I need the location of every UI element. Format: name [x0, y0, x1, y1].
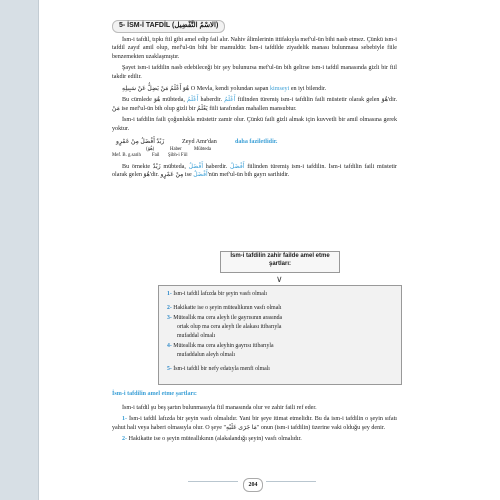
condition-item: mufaddalun aleyh olmalı [177, 352, 235, 358]
paragraph-4: Bu cümlede هُوَ mübteda, أَعْلَمُ haberdir. أَعْلَمُ fiilinden türemiş ism-i tafdilin faili müstetir olarak gelen هُوَ'dir. مَنْ ise mef'ul-ün bih olup gizli bir يَعْلَمُ fiili tarafından mahallen mansubtur. [112, 97, 397, 112]
condition-item: 3- Müteallık ma cera aleyh ile gayrısının arasında [167, 315, 283, 321]
page-edge [0, 0, 39, 500]
sub-heading: İsm-i tafdilin amel etme şartları: [112, 391, 197, 397]
chevron-down-icon: ∨ [276, 274, 283, 284]
paragraph-6: Bu örnekte زَيْدٌ mübteda, أَفْضَلُ haberdir. أَفْضَلُ fiilinden türemiş ism-i tafdilin. İsm-i tafdilin faili müstetir olarak gelen هُوَ'dir. مِنْ عَمْرٍو ise أَفْضَلُ'nün mef'ul-ün bih gayrı sarihidir. [112, 163, 397, 179]
condition-item: 4- Müteallık ma cera aleyhin gayrısı itibarıyla [167, 343, 274, 349]
example-labels-1: Haber Mübteda (هُوَ) [146, 146, 212, 152]
paragraph-5: İsm-i tafdilin faili çoğunlukla müstetir zamir olur. Çünkü faili gizli almak için kuvvetli bir amil olmasına gerek yoktur. [112, 117, 397, 132]
paragraph-8: 1- İsm-i tafdil lafızda bir şeyin vasfı olmalıdır. Yani bir şeye itimat etmelidir. Bu da ism-i tafdilin o şeyin sıfatı yahut hali veya haberi olmasıyla olur. O şeye "مَا جَرَى عَلَيْهِ" onun (ism-i tafdilin) üzerine vaki olduğu şey denir. [112, 416, 397, 431]
paragraph-3: هُوَ أَعْلَمُ مَنْ يَضِلُّ عَنْ سَبِيلِهِ O Mevla, kendi yolundan sapan kimseyi en iyi bilendir. [122, 85, 327, 92]
conditions-header-box: İsm-i tafdilin zahir failde amel etme şartları: [220, 251, 340, 273]
condition-item: 5- İsm-i tafdil bir nefy edatıyla menfi olmalı [167, 366, 270, 372]
example-labels-2: Mef. B. g.sarih Fail Şibh-i Fiil [112, 152, 188, 158]
condition-item: ortak olup ma cera aleyh ile alakası itibarıyla [177, 324, 282, 330]
condition-item: 2- Hakikatte ise o şeyin mütealikının vasfı olmalı [167, 305, 282, 311]
condition-item: 1- İsm-i tafdil lafızda bir şeyin vasfı olmalı [167, 291, 267, 297]
example-line: زَيْدٌ أَفْضَلُ مِنْ عَمْرٍو Zeyd Amr'dan daha faziletlidir. [116, 138, 278, 145]
paragraph-7: İsm-i tafdil şu beş şartın bulunmasıyla fiil manasında olur ve zahir faili ref eder. [122, 404, 317, 411]
paragraph-1: İsm-i tafdil, tıpkı fiil gibi amel edip fail alır. Nahiv âlimlerinin ittifakıyla mef'ul-ün bihi nasb etmez. Çünkü ism-i tafdil zayıf amil olup, mef'ul-ün bihi bir mamuldür. İsm-i tafdilde ziyadelik manası bulunmasa sebebiyle fiile benzemekten uzaklaşmıştır. [112, 36, 397, 60]
footer-ornament-right [266, 481, 316, 482]
page-number: 204 [243, 478, 263, 492]
page-content [112, 20, 397, 180]
conditions-box [158, 285, 402, 385]
lower-content [112, 390, 397, 444]
section-title: 5- İSM-İ TAFDİL (الاسْمُ التَّفْضِيل) [112, 20, 225, 33]
footer-ornament-left [188, 481, 238, 482]
paragraph-2: Şayet ism-i tafdilin nasb edebileceği bir şey bulunursa mef'ul-ün bih gelirse ism-i tafdil manasında gizli bir fiil takdir edilir. [112, 65, 397, 80]
paragraph-9: 2- Hakikatte ise o şeyin müteallıkının (alakalandığı şeyin) vasfı olmalıdır. [122, 436, 302, 443]
condition-item: mufaddal olmalı [177, 333, 216, 339]
